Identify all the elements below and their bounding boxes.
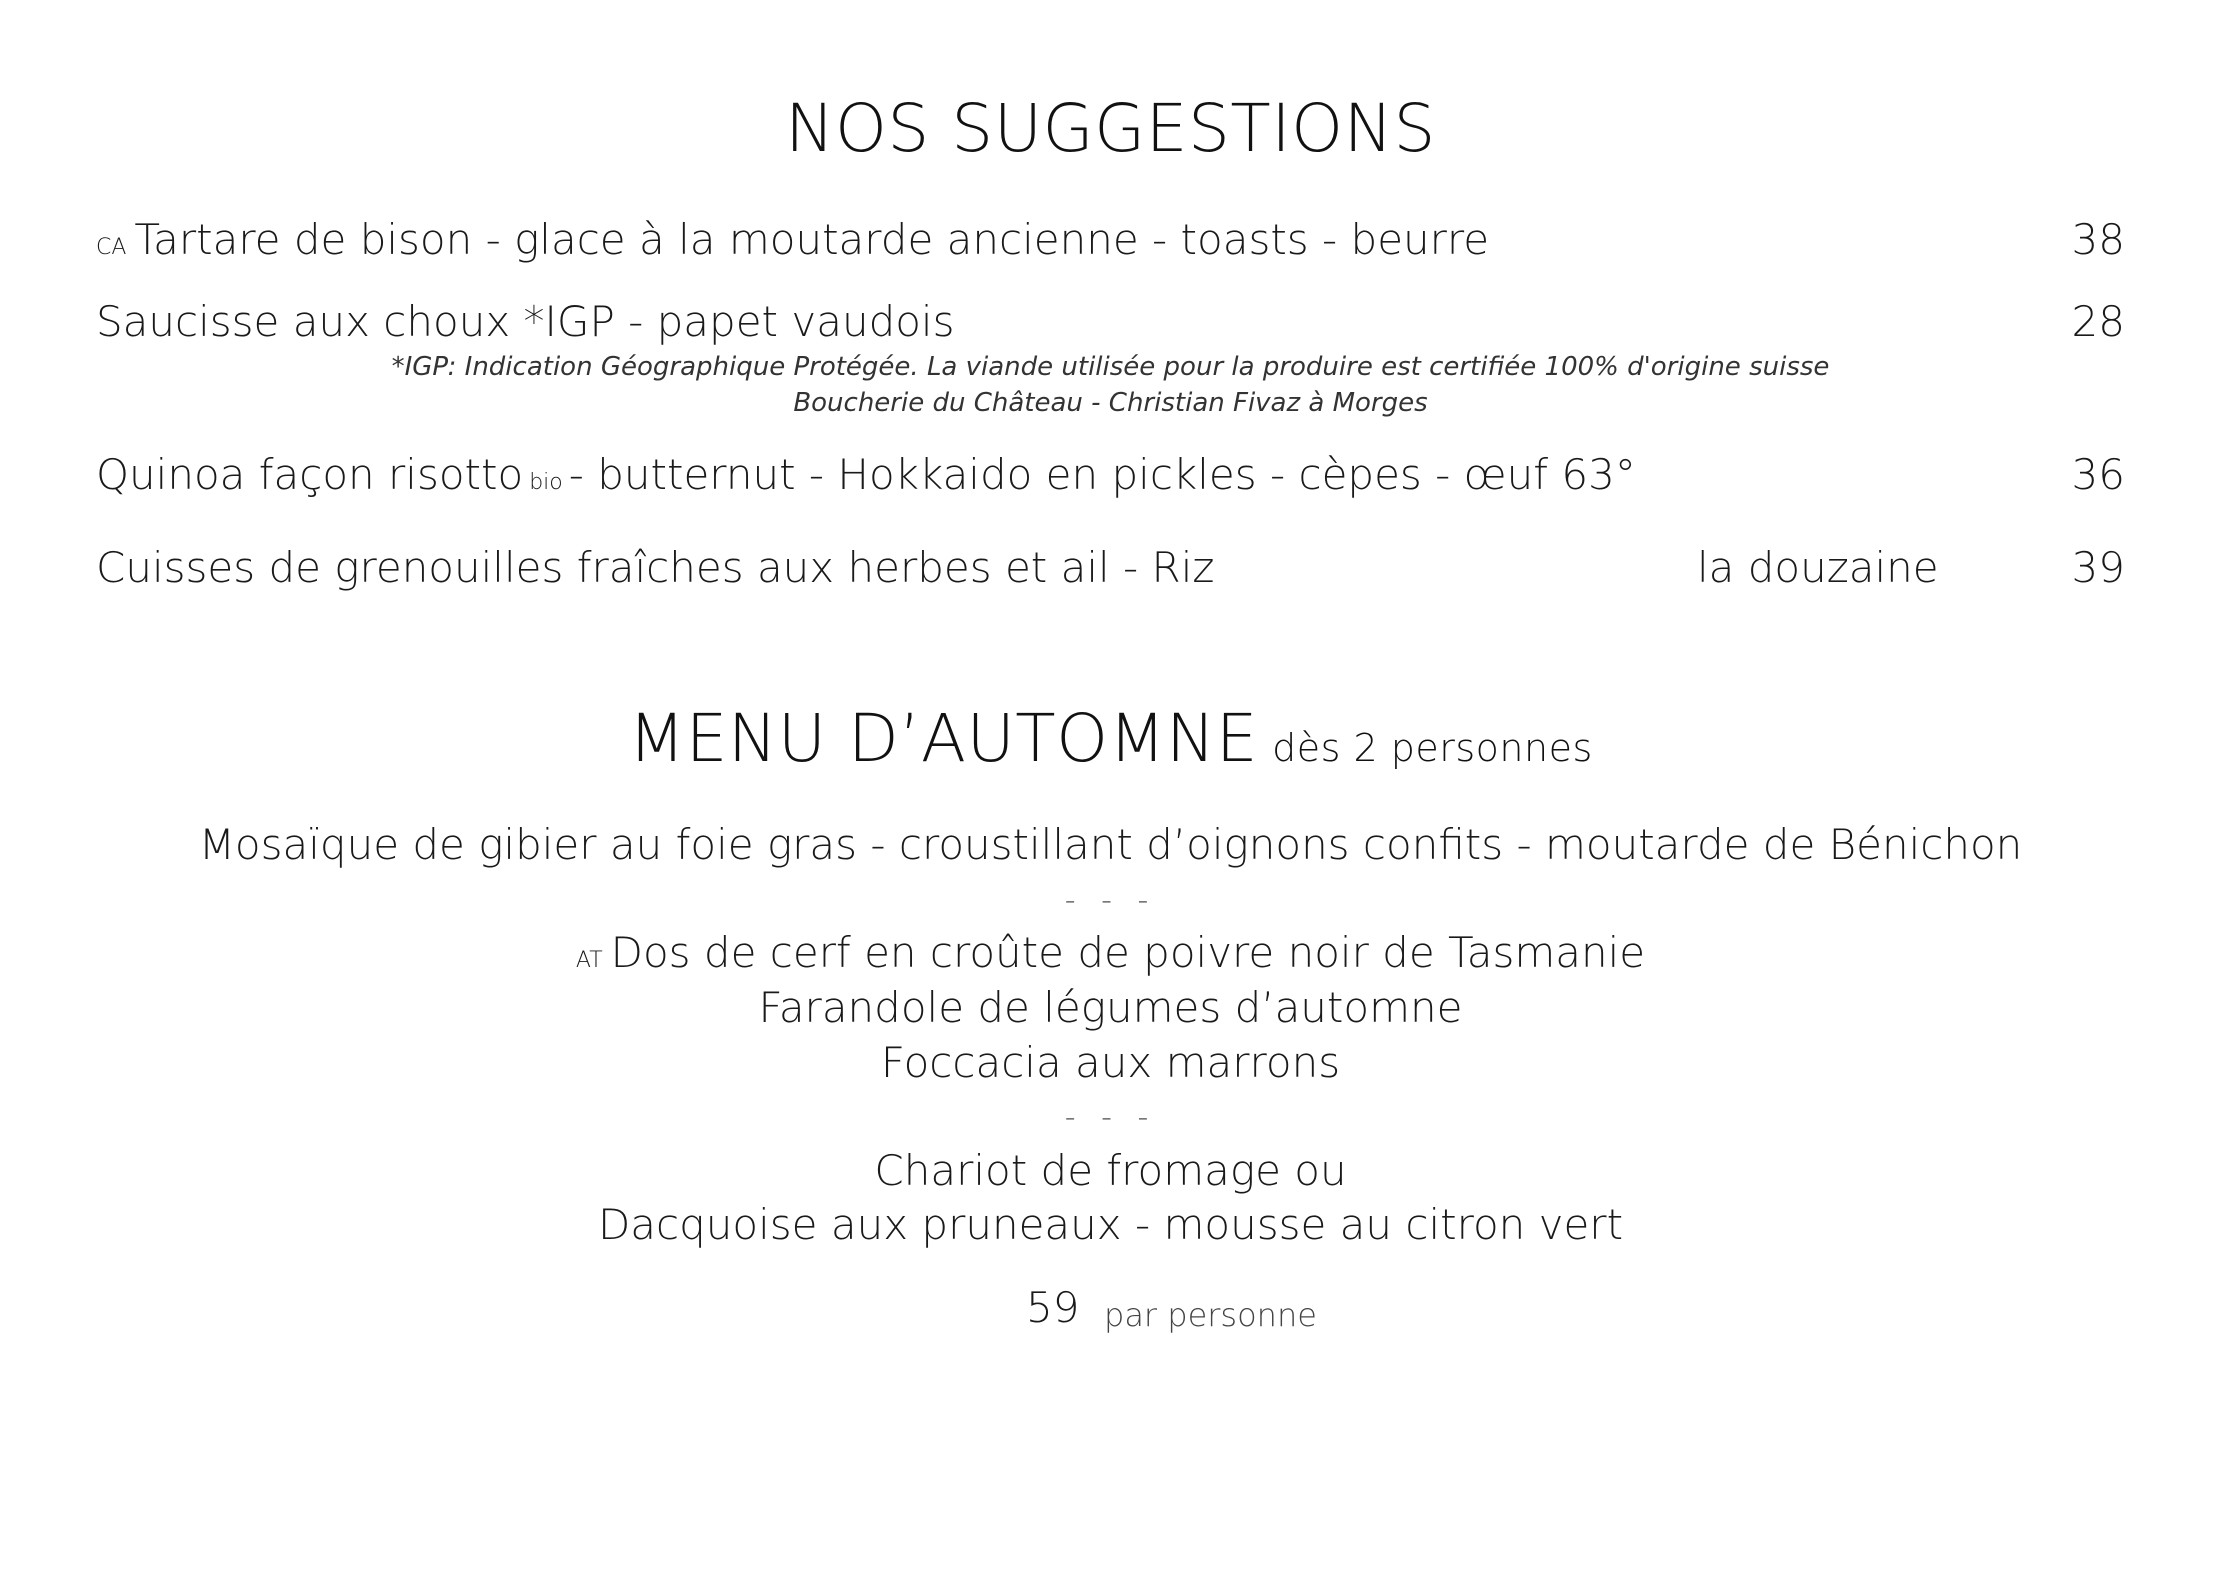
- autumn-menu-heading: [0, 700, 2221, 777]
- dish-name: Tartare de bison - glace à la moutarde ancienne - toasts - beurre: [134, 215, 1490, 264]
- course-separator: - - -: [1064, 1100, 1157, 1135]
- dish-footnote: *IGP: Indication Géographique Protégée. La viande utilisée pour la produire est certifiée 100% d'origine suisse: [391, 352, 1830, 382]
- menu-course-side: Farandole de légumes d’automne: [758, 983, 1463, 1032]
- dish-price: 36: [2071, 450, 2125, 499]
- autumn-menu-price: 59: [1026, 1283, 1080, 1332]
- suggestions-title: NOS SUGGESTIONS: [785, 90, 1436, 167]
- menu-course-side: Foccacia aux marrons: [880, 1038, 1341, 1087]
- course-separator: - - -: [1064, 883, 1157, 918]
- autumn-menu-title-note: dès 2 personnes: [1272, 726, 1593, 770]
- bio-tag: bio: [529, 470, 563, 495]
- dish-price: 38: [2071, 215, 2125, 264]
- menu-course-starter: Mosaïque de gibier au foie gras - croustillant d’oignons confits - moutarde de Bénichon: [198, 820, 2023, 869]
- dish-price: 39: [2071, 543, 2125, 592]
- menu-course-cheese: Chariot de fromage ou: [874, 1146, 1347, 1195]
- dish-name-part: - butternut - Hokkaido en pickles - cèpes - œuf 63°: [568, 450, 1636, 499]
- menu-course-main: AT Dos de cerf en croûte de poivre noir de Tasmanie: [575, 928, 1646, 977]
- dish-footnote: Boucherie du Château - Christian Fivaz à Morges: [793, 388, 1428, 418]
- dish-quinoa: [96, 450, 1636, 499]
- dish-quantity: la douzaine: [1697, 543, 1939, 592]
- dish-saucisse: Saucisse aux choux *IGP - papet vaudois: [96, 297, 955, 346]
- dish-tartare: [96, 215, 1489, 264]
- dish-price: 28: [2071, 297, 2125, 346]
- dish-origin-tag: CA: [96, 235, 127, 260]
- dish-name-part: Quinoa façon risotto: [96, 450, 524, 499]
- dish-grenouilles: Cuisses de grenouilles fraîches aux herbes et ail - Riz: [96, 543, 1215, 592]
- autumn-menu-title: MENU D’AUTOMNE: [628, 700, 1259, 777]
- autumn-menu-price-note: par personne: [1104, 1296, 1317, 1334]
- menu-course-dessert: Dacquoise aux pruneaux - mousse au citron vert: [597, 1200, 1624, 1249]
- dish-origin-tag: AT: [575, 948, 603, 973]
